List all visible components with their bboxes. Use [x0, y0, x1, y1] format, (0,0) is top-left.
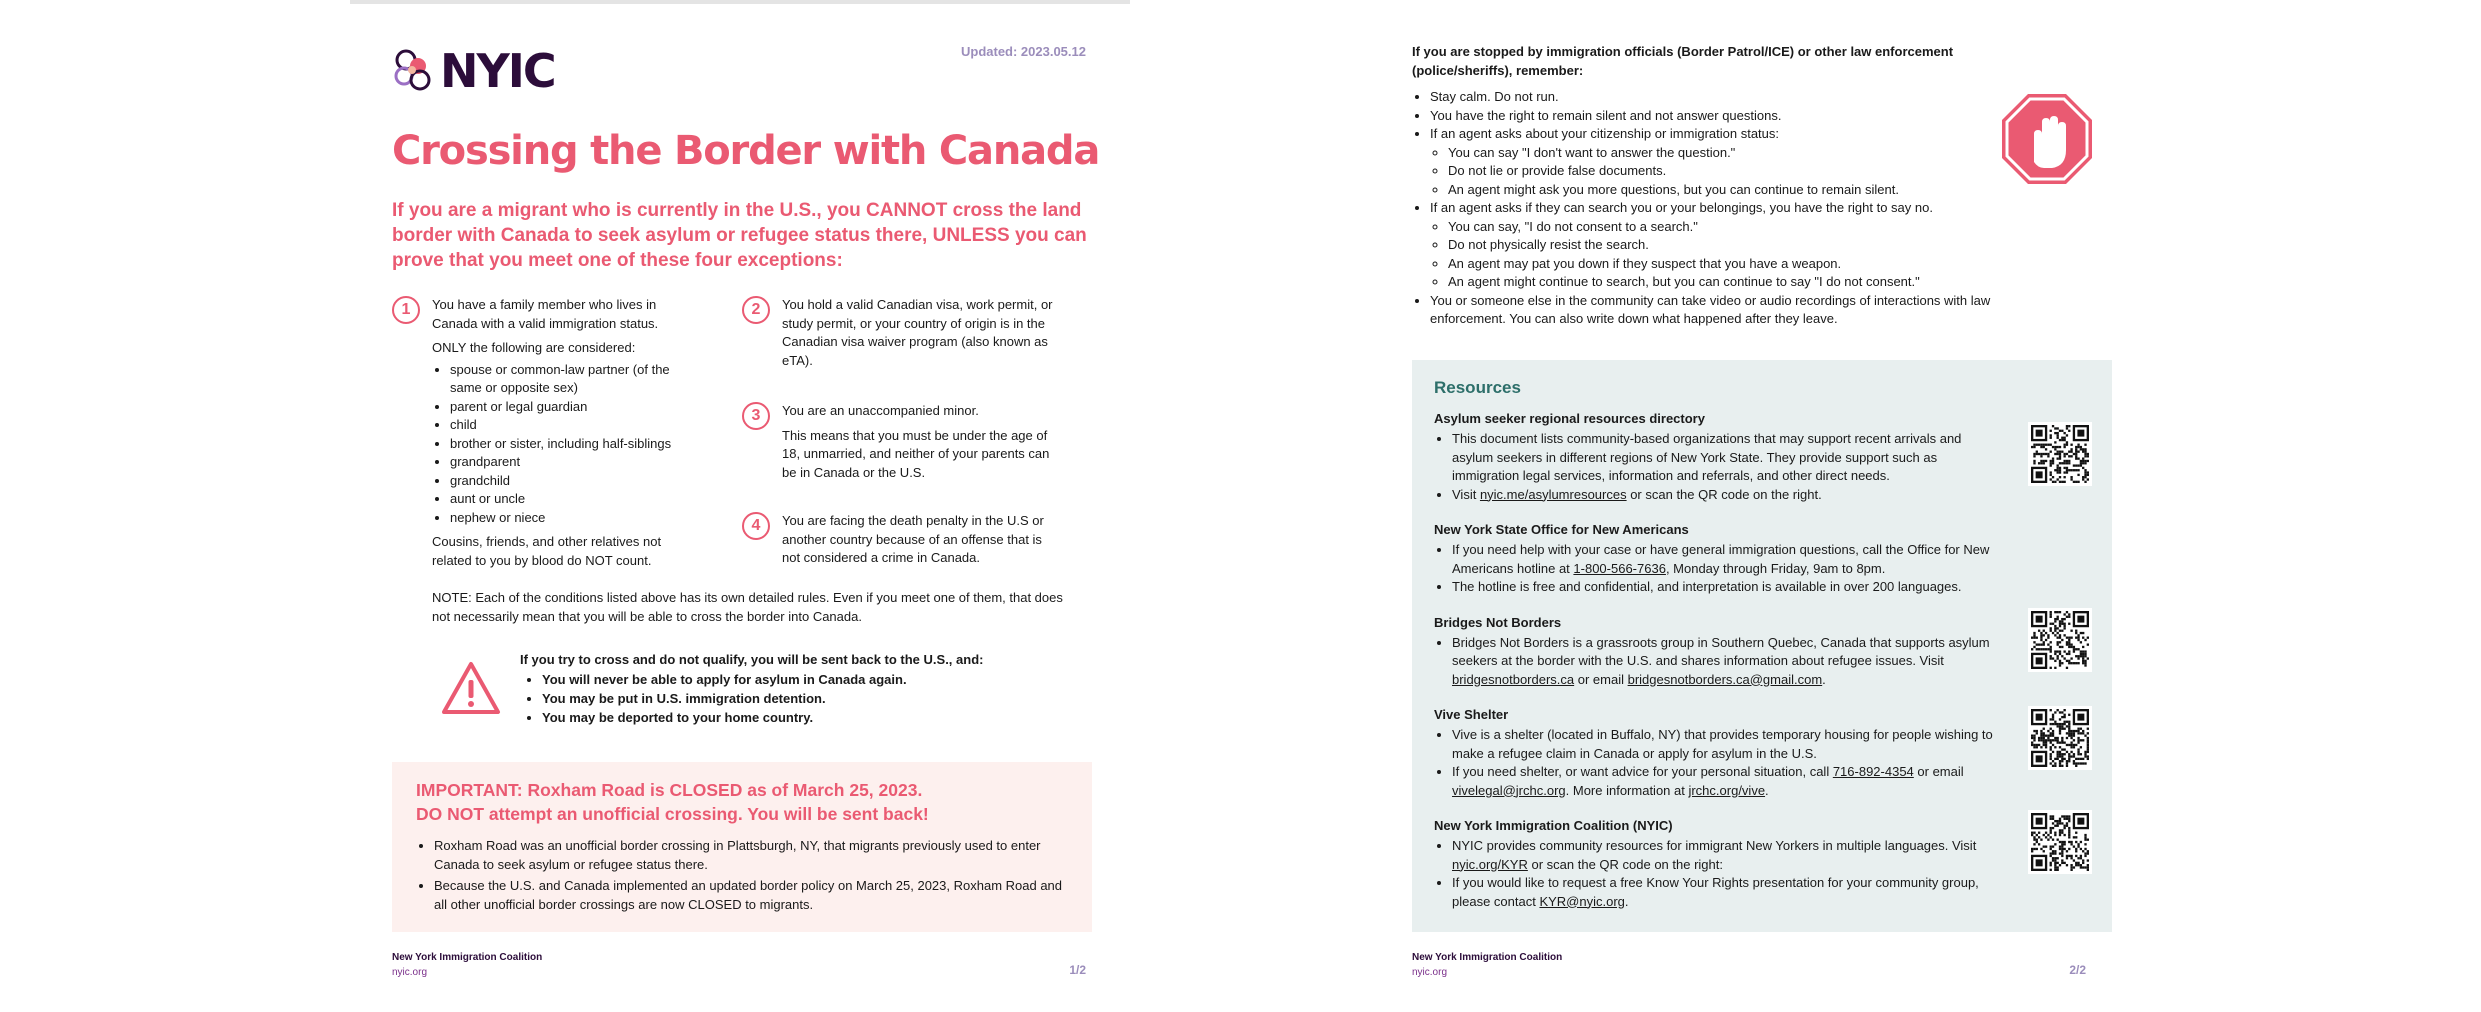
footer-org: New York Immigration Coalition: [392, 952, 543, 963]
document-page-1: [350, 0, 1130, 1012]
resource-heading: Vive Shelter: [1434, 707, 1509, 722]
nyic-logo: [392, 44, 555, 98]
resource-heading: Asylum seeker regional resources directory: [1434, 411, 1705, 426]
stop-section-title: If you are stopped by immigration officials (Border Patrol/ICE) or other law enforcement (police/sheriffs), remember:: [1412, 44, 1954, 78]
resource-heading: New York Immigration Coalition (NYIC): [1434, 818, 1673, 833]
list-item: [1452, 541, 1994, 578]
list-item: • Stay calm. Do not run.: [1430, 88, 2012, 107]
page-title: Crossing the Border with Canada: [392, 128, 1100, 174]
resources-title: Resources: [1434, 378, 1521, 397]
updated-date: Updated: 2023.05.12: [960, 44, 1086, 59]
page-number: 1/2: [1069, 963, 1086, 977]
important-title-line-2: DO NOT attempt an unofficial crossing. You will be sent back!: [416, 804, 929, 824]
text: .: [1822, 671, 1826, 687]
vive-email-link[interactable]: vivelegal@jrchc.org: [1452, 782, 1566, 798]
list-item-text: If an agent asks about your citizenship or immigration status:: [1430, 126, 1780, 141]
list-item: • This document lists community-based organizations that may support recent arrivals and asylum seekers in different regions of New York State. They provide support such as immigration legal services, information and referrals, and other direct needs.: [1452, 430, 1994, 486]
sub-list-item: ◦ You can say, "I do not consent to a search.": [1448, 218, 2012, 237]
text: or email: [1913, 764, 1964, 779]
text: . More information at: [1565, 782, 1689, 798]
footer-org: New York Immigration Coalition: [1412, 952, 1563, 963]
list-item: • child: [450, 416, 692, 435]
important-title-line-1: IMPORTANT: Roxham Road is CLOSED as of March 25, 2023.: [416, 780, 923, 800]
vive-phone-link[interactable]: 716-892-4354: [1832, 764, 1914, 779]
text: If you need help with your case or have general immigration questions, call the Office for New Americans hotline at: [1452, 542, 1990, 576]
nyic-kyr-link[interactable]: nyic.org/KYR: [1452, 856, 1528, 872]
warning-block: [520, 650, 1060, 727]
warning-list: [520, 670, 1060, 727]
list-item: • grandparent: [450, 453, 692, 472]
condition-number-2: 2: [742, 296, 770, 324]
list-item: [1452, 634, 1994, 690]
condition-number-4: 4: [742, 512, 770, 540]
condition-1-footer: Cousins, friends, and other relatives not related to you by blood do NOT count.: [432, 534, 662, 568]
condition-2-text: You hold a valid Canadian visa, work permit, or study permit, or your country of origin is in the Canadian visa waiver program (also known as eTA).: [782, 297, 1053, 368]
list-item: [1430, 199, 2012, 292]
text: .: [1624, 893, 1629, 909]
text: Bridges Not Borders is a grassroots group in Southern Quebec, Canada that supports asylum seekers at the border with the U.S. and shares information about refugee issues. Visit: [1452, 634, 1990, 668]
list-item: • You may be put in U.S. immigration detention.: [542, 689, 1060, 708]
resource-vive-shelter: [1434, 706, 1994, 800]
resource-nyic: [1434, 817, 1994, 911]
warning-lead: If you try to cross and do not qualify, you will be sent back to the U.S., and:: [520, 652, 984, 667]
sub-list-item: ◦ An agent might ask you more questions, but you can continue to remain silent.: [1448, 181, 2012, 200]
list-item: • aunt or uncle: [450, 490, 692, 509]
sub-list-item: ◦ An agent might continue to search, but you can continue to say "I do not consent.": [1448, 273, 2012, 292]
relatives-list: [432, 361, 692, 528]
text: or email: [1574, 671, 1628, 687]
condition-4-text: You are facing the death penalty in the U.S or another country because of an offense that is not considered a crime in Canada.: [782, 513, 1044, 565]
page-number: 2/2: [2069, 963, 2086, 977]
list-item-text: If an agent asks if they can search you or your belongings, you have the right to say no.: [1430, 200, 1933, 215]
note-paragraph: NOTE: Each of the conditions listed above has its own detailed rules. Even if you meet one of them, that does not necessarily mean that you will be able to cross the border into Canada.: [432, 590, 1063, 624]
stop-rights-list: [1412, 88, 2012, 329]
logo-circles-icon: [392, 44, 436, 98]
kyr-email-link[interactable]: KYR@nyic.org: [1539, 893, 1625, 909]
condition-number-3: 3: [742, 402, 770, 430]
qr-code-icon[interactable]: [2028, 608, 2092, 672]
qr-code-icon[interactable]: [2028, 422, 2092, 486]
text: If you would like to request a free Know Your Rights presentation for your community group, please contact: [1452, 875, 1979, 909]
text: or scan the QR code on the right:: [1527, 856, 1723, 872]
text: If you need shelter, or want advice for your personal situation, call: [1452, 764, 1833, 779]
list-item: • Because the U.S. and Canada implemented an updated border policy on March 25, 2023, Roxham Road and all other unofficial border crossings are now CLOSED to migrants.: [434, 876, 1068, 914]
text: NYIC provides community resources for immigrant New Yorkers in multiple languages. Visit: [1452, 838, 1977, 853]
list-item: • You have the right to remain silent and not answer questions.: [1430, 107, 2012, 126]
qr-code-icon[interactable]: [2028, 810, 2092, 874]
text: or scan the QR code on the right.: [1626, 486, 1822, 502]
condition-3-sub: This means that you must be under the age of 18, unmarried, and neither of your parents can be in Canada or the U.S.: [782, 427, 1050, 480]
important-list: [416, 836, 1068, 914]
asylum-resources-link[interactable]: nyic.me/asylumresources: [1479, 486, 1627, 502]
condition-1-sub: ONLY the following are considered:: [432, 340, 636, 355]
stop-hand-icon: [2000, 92, 2094, 186]
warning-triangle-icon: [440, 660, 502, 716]
sub-list: [1430, 144, 2012, 200]
sub-list: [1430, 218, 2012, 292]
vive-website-link[interactable]: jrchc.org/vive: [1688, 782, 1766, 798]
list-item: • nephew or niece: [450, 509, 692, 528]
list-item: • grandchild: [450, 472, 692, 491]
sub-list-item: ◦ An agent may pat you down if they suspect that you have a weapon.: [1448, 255, 2012, 274]
footer-url[interactable]: nyic.org: [392, 967, 428, 978]
list-item: [1430, 125, 2012, 199]
list-item: [1452, 763, 1994, 800]
resources-panel: [1412, 360, 2112, 932]
bridges-email-link[interactable]: bridgesnotborders.ca@gmail.com: [1627, 671, 1823, 687]
page-top-edge: [350, 0, 1130, 4]
condition-1-text: You have a family member who lives in Canada with a valid immigration status.: [432, 297, 659, 331]
sub-list-item: ◦ You can say "I don't want to answer the question.": [1448, 144, 2012, 163]
list-item: • Vive is a shelter (located in Buffalo, NY) that provides temporary housing for people wishing to make a refugee claim in Canada or apply for asylum in the U.S.: [1452, 726, 1994, 763]
resource-ny-office: [1434, 521, 1994, 597]
sub-list-item: ◦ Do not lie or provide false documents.: [1448, 162, 2012, 181]
list-item: • spouse or common-law partner (of the same or opposite sex): [450, 361, 692, 398]
list-item: • You or someone else in the community can take video or audio recordings of interactions with law enforcement. You can also write down what happened after they leave.: [1430, 292, 2012, 329]
list-item: [1452, 874, 1994, 911]
qr-code-icon[interactable]: [2028, 706, 2092, 770]
footer-url[interactable]: nyic.org: [1412, 967, 1448, 978]
bridges-website-link[interactable]: bridgesnotborders.ca: [1452, 671, 1575, 687]
document-page-2: [1360, 0, 2140, 1012]
list-item: • parent or legal guardian: [450, 398, 692, 417]
resource-heading: New York State Office for New Americans: [1434, 522, 1689, 537]
hotline-phone-link[interactable]: 1-800-566-7636: [1573, 560, 1666, 576]
condition-number-1: 1: [392, 296, 420, 324]
list-item: • The hotline is free and confidential, and interpretation is available in over 200 languages.: [1452, 578, 1994, 597]
list-item: • You may be deported to your home country.: [542, 708, 1060, 727]
list-item: • You will never be able to apply for asylum in Canada again.: [542, 670, 1060, 689]
list-item: • Roxham Road was an unofficial border crossing in Plattsburgh, NY, that migrants previously used to enter Canada to seek asylum or refugee status there.: [434, 836, 1068, 874]
text: .: [1765, 782, 1769, 798]
resource-asylum-directory: [1434, 410, 1994, 504]
text: , Monday through Friday, 9am to 8pm.: [1665, 560, 1886, 576]
text: Visit: [1452, 486, 1480, 502]
list-item: • brother or sister, including half-siblings: [450, 435, 692, 454]
logo-text: NYIC: [440, 44, 555, 98]
condition-3-text: You are an unaccompanied minor.: [782, 403, 979, 418]
important-box: [392, 762, 1092, 932]
lead-paragraph: If you are a migrant who is currently in the U.S., you CANNOT cross the land border with Canada to seek asylum or refugee status there, UNLESS you can prove that you meet one of these four exceptions:: [392, 200, 1087, 271]
list-item: [1452, 486, 1994, 505]
list-item: [1452, 837, 1994, 874]
sub-list-item: ◦ Do not physically resist the search.: [1448, 236, 2012, 255]
resource-bridges-not-borders: [1434, 614, 1994, 690]
resource-heading: Bridges Not Borders: [1434, 614, 1562, 630]
